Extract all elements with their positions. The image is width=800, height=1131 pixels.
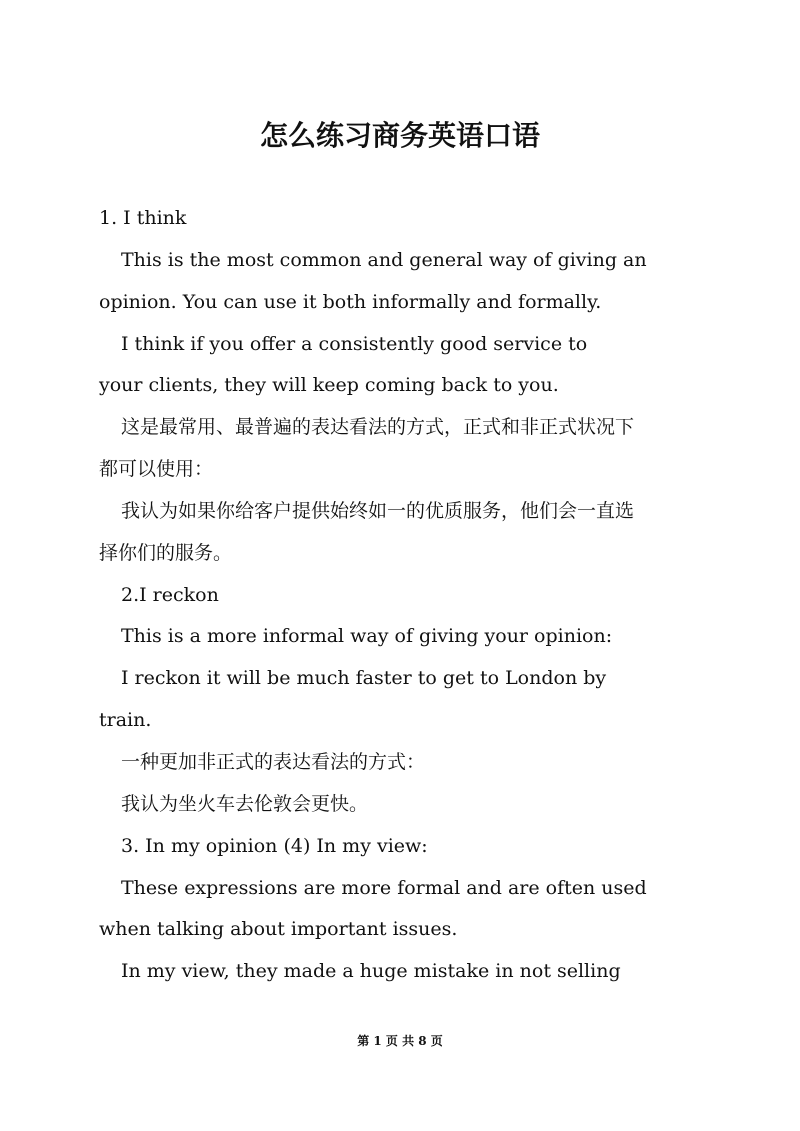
example-line: In my view, they made a huge mistake in not selling [121, 960, 621, 983]
translation-line: 我认为坐火车去伦敦会更快。 [121, 792, 369, 815]
translation-line: 都可以使用： [99, 458, 214, 481]
translation-line: 择你们的服务。 [99, 541, 233, 564]
translation-line: 一种更加非正式的表达看法的方式： [121, 750, 426, 773]
paragraph-line: when talking about important issues. [99, 918, 458, 941]
example-line: I reckon it will be much faster to get to London by [121, 667, 607, 690]
section-heading: 2.I reckon [121, 583, 219, 606]
section-heading: 1. I think [99, 207, 187, 229]
document-title: 怎么练习商务英语口语 [259, 119, 540, 152]
paragraph-line: This is the most common and general way of giving an [121, 248, 647, 271]
document-body [99, 198, 705, 993]
example-line: I think if you offer a consistently good service to [121, 332, 588, 355]
example-line: train. [99, 709, 152, 732]
example-line: your clients, they will keep coming back to you. [99, 374, 559, 397]
translation-line: 这是最常用、最普遍的表达看法的方式，正式和非正式状况下 [121, 416, 635, 439]
page-number: 第 1 页 共 8 页 [357, 1034, 443, 1048]
paragraph-line: This is a more informal way of giving your opinion: [121, 625, 613, 648]
section-heading: 3. In my opinion (4) In my view: [121, 834, 428, 857]
paragraph-line: These expressions are more formal and are often used [121, 876, 647, 899]
paragraph-line: opinion. You can use it both informally and formally. [99, 290, 602, 313]
translation-line: 我认为如果你给客户提供始终如一的优质服务，他们会一直选 [121, 499, 635, 522]
